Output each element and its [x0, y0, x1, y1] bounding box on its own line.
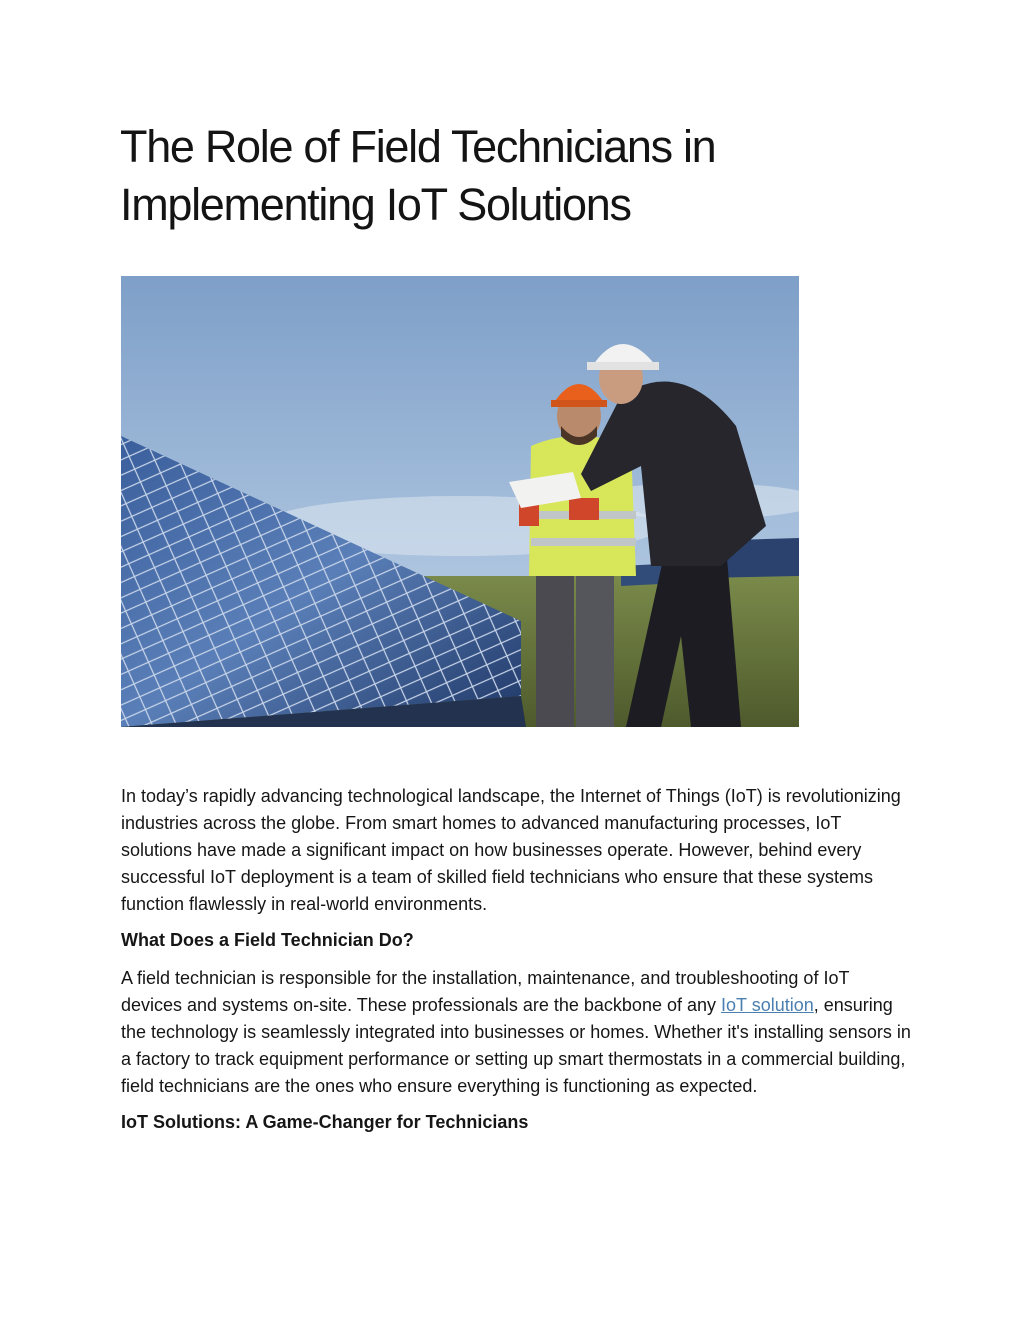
iot-solution-link[interactable]: IoT solution: [721, 995, 814, 1015]
section-heading-game-changer: IoT Solutions: A Game-Changer for Technicians: [121, 1112, 529, 1132]
paragraph-text-after-link: , ensuring the technology is seamlessly integrated into businesses or homes. Whether it's installing sensors in a factory to track equipment performance or setting up smart thermostats in a commercial building, field technicians are the ones who ensure everything is functioning as expected.: [121, 995, 911, 1096]
intro-paragraph: In today’s rapidly advancing technological landscape, the Internet of Things (IoT) is revolutionizing industries across the globe. From smart homes to advanced manufacturing processes, IoT solutions have made a significant impact on how businesses operate. However, behind every successful IoT deployment is a team of skilled field technicians who ensure that these systems function flawlessly in real-world environments.: [121, 786, 901, 914]
page-title: [120, 118, 920, 234]
title-line-1: The Role of Field Technicians in: [120, 121, 716, 172]
title-line-2: Implementing IoT Solutions: [120, 179, 631, 230]
solar-field-illustration: [121, 276, 799, 727]
paragraph-text-before-link: A field technician is responsible for the installation, maintenance, and troubleshooting of IoT devices and systems on-site. These professionals are the backbone of any: [121, 968, 850, 1015]
hero-image: [121, 276, 799, 727]
article-body: [121, 783, 911, 1147]
section-heading-field-technician: What Does a Field Technician Do?: [121, 930, 414, 950]
field-technician-paragraph: [121, 965, 911, 1100]
